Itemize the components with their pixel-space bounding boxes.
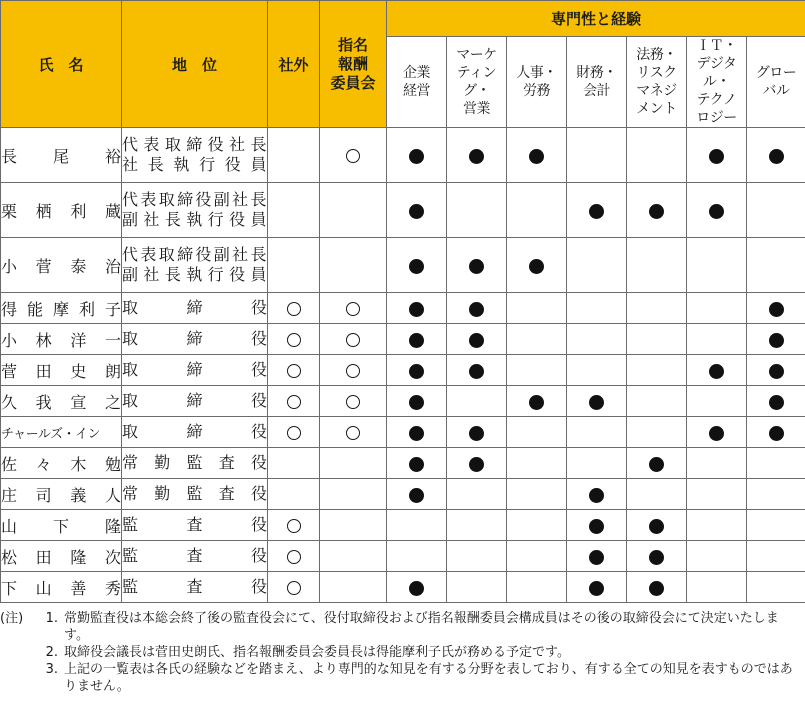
skill-cell: [567, 128, 627, 183]
outside-cell: [268, 355, 320, 386]
filled-dot-icon: [409, 395, 424, 410]
skill-cell: [747, 572, 805, 603]
filled-dot-icon: [649, 550, 664, 565]
director-name: 松田隆次: [1, 541, 122, 572]
open-circle-icon: [346, 333, 360, 347]
table-row: [1, 128, 805, 183]
note-number: 2.: [45, 645, 58, 660]
skill-cell: [687, 324, 747, 355]
skill-cell: [507, 448, 567, 479]
position-line: 監査役: [122, 515, 267, 534]
header-skill-it: ＩＴ・ デジタル・ テクノ ロジー: [687, 37, 747, 128]
filled-dot-icon: [469, 333, 484, 348]
note-text: 常勤監査役は本総会終了後の監査役会にて、役付取締役および指名報酬委員会構成員はその後の取締役会にて決定いたします。: [64, 611, 779, 643]
committee-cell: [320, 510, 387, 541]
skill-cell: [627, 293, 687, 324]
skill-cell: [747, 355, 805, 386]
skill-cell: [627, 572, 687, 603]
committee-cell: [320, 479, 387, 510]
skill-cell: [627, 448, 687, 479]
filled-dot-icon: [409, 426, 424, 441]
skill-cell: [507, 355, 567, 386]
position-line: 監査役: [122, 577, 267, 596]
position-line: 監査役: [122, 546, 267, 565]
skill-cell: [567, 572, 627, 603]
director-position: [122, 572, 268, 603]
table-row: [1, 183, 805, 238]
committee-cell: [320, 293, 387, 324]
skill-cell: [447, 386, 507, 417]
filled-dot-icon: [469, 457, 484, 472]
header-skill-marketing: マーケ ティング・ 営業: [447, 37, 507, 128]
note-item: [0, 610, 805, 644]
skill-cell: [447, 293, 507, 324]
filled-dot-icon: [709, 149, 724, 164]
skill-cell: [747, 293, 805, 324]
filled-dot-icon: [589, 550, 604, 565]
position-line: 常勤監査役: [122, 484, 267, 503]
skill-cell: [567, 183, 627, 238]
position-line: 取締役: [122, 391, 267, 410]
open-circle-icon: [287, 550, 301, 564]
position-line: 取締役: [122, 298, 267, 317]
notes: [0, 610, 805, 695]
table-row: [1, 324, 805, 355]
header-committee-line: 委員会: [330, 73, 376, 92]
director-name: 下山善秀: [1, 572, 122, 603]
outside-cell: [268, 541, 320, 572]
committee-cell: [320, 355, 387, 386]
open-circle-icon: [287, 426, 301, 440]
filled-dot-icon: [409, 259, 424, 274]
skill-cell: [627, 479, 687, 510]
header-position: 地 位: [122, 1, 268, 128]
table-row: [1, 510, 805, 541]
skill-cell: [507, 417, 567, 448]
skill-cell: [687, 355, 747, 386]
header-skill-finance: 財務・ 会計: [567, 37, 627, 128]
director-name: 佐々木勉: [1, 448, 122, 479]
open-circle-icon: [287, 333, 301, 347]
skill-cell: [507, 128, 567, 183]
position-line: 常勤監査役: [122, 453, 267, 472]
skill-cell: [687, 293, 747, 324]
filled-dot-icon: [529, 395, 544, 410]
skill-cell: [387, 479, 447, 510]
outside-cell: [268, 479, 320, 510]
table-row: [1, 572, 805, 603]
filled-dot-icon: [409, 204, 424, 219]
skill-cell: [387, 128, 447, 183]
skill-cell: [627, 183, 687, 238]
filled-dot-icon: [769, 149, 784, 164]
skill-cell: [447, 541, 507, 572]
committee-cell: [320, 541, 387, 572]
director-name: チャールズ・イン: [1, 417, 122, 448]
skill-cell: [627, 355, 687, 386]
open-circle-icon: [346, 149, 360, 163]
skill-cell: [567, 238, 627, 293]
skill-cell: [507, 510, 567, 541]
skill-cell: [627, 417, 687, 448]
note-text: 上記の一覧表は各氏の経験などを踏まえ、より専門的な知見を有する分野を表しており、有する全ての知見を表すものではありません。: [64, 662, 793, 694]
filled-dot-icon: [589, 488, 604, 503]
skill-cell: [387, 510, 447, 541]
table-body: [1, 128, 805, 603]
director-position: [122, 510, 268, 541]
committee-cell: [320, 324, 387, 355]
outside-cell: [268, 510, 320, 541]
note-text: 取締役会議長は菅田史朗氏、指名報酬委員会委員長は得能摩利子氏が務める予定です。: [64, 645, 570, 660]
position-line: 代表取締役副社長: [122, 190, 267, 209]
skill-cell: [567, 448, 627, 479]
filled-dot-icon: [709, 204, 724, 219]
skill-cell: [687, 541, 747, 572]
position-line: 取締役: [122, 422, 267, 441]
header-skill-legal: 法務・ リスク マネジ メント: [627, 37, 687, 128]
skill-cell: [507, 386, 567, 417]
skill-cell: [447, 183, 507, 238]
skill-cell: [627, 128, 687, 183]
filled-dot-icon: [409, 149, 424, 164]
open-circle-icon: [346, 395, 360, 409]
skill-cell: [387, 386, 447, 417]
skill-cell: [687, 417, 747, 448]
position-line: 代表取締役社長: [122, 135, 267, 154]
outside-cell: [268, 293, 320, 324]
filled-dot-icon: [649, 204, 664, 219]
filled-dot-icon: [649, 457, 664, 472]
note-prefix: (注): [0, 611, 24, 626]
position-line: 代表取締役副社長: [122, 245, 267, 264]
committee-cell: [320, 417, 387, 448]
position-line: 社長執行役員: [122, 155, 267, 174]
filled-dot-icon: [409, 457, 424, 472]
filled-dot-icon: [409, 581, 424, 596]
header-outside: 社外: [268, 1, 320, 128]
director-name: 庄司義人: [1, 479, 122, 510]
skill-cell: [387, 541, 447, 572]
director-position: [122, 324, 268, 355]
skill-cell: [687, 128, 747, 183]
filled-dot-icon: [529, 149, 544, 164]
outside-cell: [268, 128, 320, 183]
director-name: 菅田史朗: [1, 355, 122, 386]
filled-dot-icon: [469, 364, 484, 379]
skill-cell: [387, 355, 447, 386]
header-committee-line: 報酬: [337, 54, 368, 73]
table-row: [1, 386, 805, 417]
open-circle-icon: [287, 581, 301, 595]
outside-cell: [268, 448, 320, 479]
skill-cell: [447, 572, 507, 603]
table-row: [1, 448, 805, 479]
skill-cell: [747, 238, 805, 293]
director-position: [122, 293, 268, 324]
note-item: [0, 644, 805, 661]
filled-dot-icon: [649, 581, 664, 596]
filled-dot-icon: [709, 364, 724, 379]
committee-cell: [320, 386, 387, 417]
director-position: [122, 479, 268, 510]
skill-cell: [447, 324, 507, 355]
skill-cell: [567, 417, 627, 448]
director-name: 山下隆: [1, 510, 122, 541]
filled-dot-icon: [769, 395, 784, 410]
skill-cell: [567, 355, 627, 386]
filled-dot-icon: [769, 302, 784, 317]
table-row: [1, 238, 805, 293]
position-line: 取締役: [122, 360, 267, 379]
skill-cell: [567, 541, 627, 572]
filled-dot-icon: [589, 204, 604, 219]
open-circle-icon: [346, 364, 360, 378]
skill-cell: [627, 541, 687, 572]
skill-cell: [387, 572, 447, 603]
filled-dot-icon: [709, 426, 724, 441]
director-name: 久我宣之: [1, 386, 122, 417]
open-circle-icon: [287, 519, 301, 533]
skill-cell: [687, 386, 747, 417]
note-item: [0, 661, 805, 695]
skill-cell: [687, 448, 747, 479]
outside-cell: [268, 386, 320, 417]
outside-cell: [268, 238, 320, 293]
filled-dot-icon: [409, 333, 424, 348]
skill-cell: [687, 238, 747, 293]
committee-cell: [320, 128, 387, 183]
table-row: [1, 541, 805, 572]
outside-cell: [268, 183, 320, 238]
filled-dot-icon: [469, 426, 484, 441]
skill-cell: [507, 183, 567, 238]
committee-cell: [320, 183, 387, 238]
filled-dot-icon: [649, 519, 664, 534]
skill-cell: [447, 417, 507, 448]
header-skill-management: 企業 経営: [387, 37, 447, 128]
director-name: 栗栖利蔵: [1, 183, 122, 238]
skill-cell: [567, 510, 627, 541]
skill-cell: [507, 572, 567, 603]
open-circle-icon: [287, 364, 301, 378]
skill-cell: [387, 293, 447, 324]
filled-dot-icon: [469, 302, 484, 317]
skill-cell: [687, 572, 747, 603]
skill-cell: [747, 448, 805, 479]
header-committee-line: 指名: [337, 35, 368, 54]
filled-dot-icon: [589, 519, 604, 534]
skill-cell: [387, 417, 447, 448]
outside-cell: [268, 572, 320, 603]
skill-cell: [507, 324, 567, 355]
skill-cell: [747, 510, 805, 541]
filled-dot-icon: [409, 302, 424, 317]
filled-dot-icon: [589, 395, 604, 410]
skill-cell: [627, 510, 687, 541]
skill-cell: [387, 324, 447, 355]
skill-cell: [567, 324, 627, 355]
skill-cell: [567, 479, 627, 510]
table-row: [1, 355, 805, 386]
skill-cell: [747, 324, 805, 355]
outside-cell: [268, 417, 320, 448]
skill-cell: [447, 479, 507, 510]
open-circle-icon: [287, 302, 301, 316]
skill-cell: [627, 324, 687, 355]
skill-cell: [747, 386, 805, 417]
position-line: 副社長執行役員: [122, 210, 267, 229]
open-circle-icon: [346, 302, 360, 316]
director-position: [122, 541, 268, 572]
committee-cell: [320, 448, 387, 479]
filled-dot-icon: [769, 364, 784, 379]
header-skill-global: グロー バル: [747, 37, 805, 128]
skill-cell: [747, 479, 805, 510]
skill-cell: [567, 293, 627, 324]
director-position: [122, 417, 268, 448]
filled-dot-icon: [589, 581, 604, 596]
director-name: 小菅泰治: [1, 238, 122, 293]
note-number: 3.: [45, 662, 58, 677]
committee-cell: [320, 572, 387, 603]
director-position: [122, 448, 268, 479]
skill-cell: [747, 183, 805, 238]
skill-cell: [387, 238, 447, 293]
skill-cell: [387, 183, 447, 238]
committee-cell: [320, 238, 387, 293]
skill-cell: [567, 386, 627, 417]
filled-dot-icon: [469, 149, 484, 164]
skill-cell: [627, 238, 687, 293]
skill-cell: [447, 128, 507, 183]
skill-cell: [747, 128, 805, 183]
table-row: [1, 417, 805, 448]
filled-dot-icon: [769, 333, 784, 348]
director-name: 長尾裕: [1, 128, 122, 183]
skill-cell: [507, 293, 567, 324]
skill-cell: [687, 183, 747, 238]
director-name: 小林洋一: [1, 324, 122, 355]
header-committee: [320, 1, 387, 128]
skill-cell: [627, 386, 687, 417]
director-position: [122, 128, 268, 183]
director-position: [122, 355, 268, 386]
table-row: [1, 479, 805, 510]
skill-cell: [447, 355, 507, 386]
director-position: [122, 386, 268, 417]
filled-dot-icon: [529, 259, 544, 274]
header-name: 氏 名: [1, 1, 122, 128]
open-circle-icon: [346, 426, 360, 440]
filled-dot-icon: [409, 364, 424, 379]
director-name: 得能摩利子: [1, 293, 122, 324]
open-circle-icon: [287, 395, 301, 409]
director-position: [122, 238, 268, 293]
position-line: 取締役: [122, 329, 267, 348]
header-skill-hr: 人事・ 労務: [507, 37, 567, 128]
skill-cell: [447, 448, 507, 479]
filled-dot-icon: [769, 426, 784, 441]
skill-cell: [747, 541, 805, 572]
outside-cell: [268, 324, 320, 355]
skill-cell: [507, 541, 567, 572]
filled-dot-icon: [469, 259, 484, 274]
header-expertise: 専門性と経験: [387, 1, 805, 37]
skill-cell: [507, 238, 567, 293]
skill-cell: [687, 510, 747, 541]
filled-dot-icon: [409, 488, 424, 503]
director-position: [122, 183, 268, 238]
skill-cell: [507, 479, 567, 510]
skill-cell: [747, 417, 805, 448]
note-number: 1.: [45, 611, 58, 626]
skill-cell: [447, 238, 507, 293]
skill-cell: [387, 448, 447, 479]
skill-cell: [687, 479, 747, 510]
position-line: 副社長執行役員: [122, 265, 267, 284]
table-row: [1, 293, 805, 324]
skill-cell: [447, 510, 507, 541]
